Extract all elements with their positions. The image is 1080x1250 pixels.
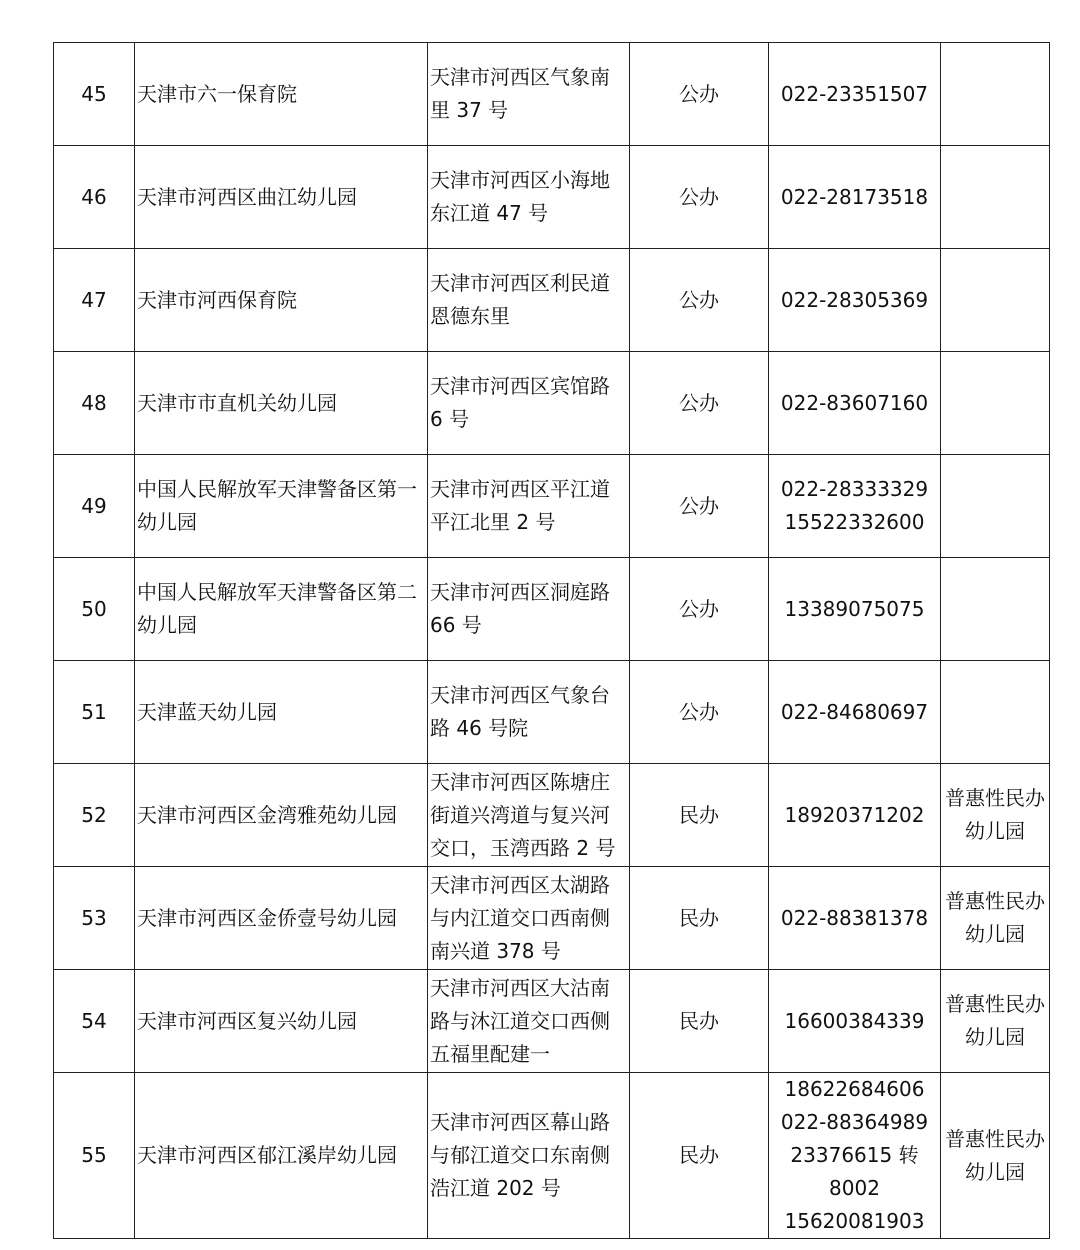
ownership-type: 公办 xyxy=(679,81,719,106)
row-number-cell xyxy=(54,43,135,146)
contact-phone: 18920371202 xyxy=(784,802,925,827)
row-number: 49 xyxy=(81,493,107,518)
ownership-type: 公办 xyxy=(679,184,719,209)
kindergarten-name: 中国人民解放军天津警备区第二幼儿园 xyxy=(137,580,417,637)
kindergarten-name-cell xyxy=(135,764,428,867)
table-row xyxy=(54,43,1050,146)
ownership-type-cell xyxy=(630,764,769,867)
table-row xyxy=(54,352,1050,455)
kindergarten-name: 天津市六一保育院 xyxy=(137,81,297,106)
ownership-type: 民办 xyxy=(679,802,719,827)
kindergarten-name-cell xyxy=(135,1073,428,1239)
ownership-type-cell xyxy=(630,970,769,1073)
table-row xyxy=(54,661,1050,764)
kindergarten-address: 天津市河西区太湖路与内江道交口西南侧南兴道 378 号 xyxy=(430,872,610,963)
table-row xyxy=(54,249,1050,352)
contact-phone: 16600384339 xyxy=(784,1008,925,1033)
row-number-cell xyxy=(54,1073,135,1239)
kindergarten-name: 天津市市直机关幼儿园 xyxy=(137,390,337,415)
kindergarten-address-cell xyxy=(428,764,630,867)
ownership-type-cell xyxy=(630,352,769,455)
kindergarten-address-cell xyxy=(428,661,630,764)
contact-phone-cell xyxy=(769,1073,941,1239)
contact-phone-cell xyxy=(769,352,941,455)
ownership-type: 公办 xyxy=(679,287,719,312)
kindergarten-address: 天津市河西区大沽南路与沐江道交口西侧五福里配建一 xyxy=(430,975,610,1066)
contact-phone-cell xyxy=(769,249,941,352)
ownership-type-cell xyxy=(630,249,769,352)
remark-cell xyxy=(941,146,1050,249)
ownership-type-cell xyxy=(630,43,769,146)
row-number-cell xyxy=(54,970,135,1073)
kindergarten-name: 天津市河西区金侨壹号幼儿园 xyxy=(137,905,397,930)
kindergarten-name: 天津市河西保育院 xyxy=(137,287,297,312)
kindergarten-address-cell xyxy=(428,455,630,558)
table-row xyxy=(54,1073,1050,1239)
kindergarten-name: 天津市河西区金湾雅苑幼儿园 xyxy=(137,802,397,827)
contact-phone: 022-83607160 xyxy=(780,390,929,415)
kindergarten-name-cell xyxy=(135,352,428,455)
remark: 普惠性民办幼儿园 xyxy=(945,889,1045,946)
ownership-type-cell xyxy=(630,455,769,558)
contact-phone-cell xyxy=(769,43,941,146)
remark-cell xyxy=(941,1073,1050,1239)
remark-cell xyxy=(941,43,1050,146)
table-row xyxy=(54,764,1050,867)
ownership-type-cell xyxy=(630,867,769,970)
table-row xyxy=(54,558,1050,661)
kindergarten-address-cell xyxy=(428,1073,630,1239)
kindergarten-name-cell xyxy=(135,970,428,1073)
contact-phone-cell xyxy=(769,764,941,867)
row-number: 48 xyxy=(81,390,107,415)
contact-phone: 13389075075 xyxy=(784,596,925,621)
kindergarten-address-cell xyxy=(428,352,630,455)
kindergarten-address-cell xyxy=(428,146,630,249)
kindergarten-name: 中国人民解放军天津警备区第一幼儿园 xyxy=(137,477,417,534)
kindergarten-name: 天津市河西区郁江溪岸幼儿园 xyxy=(137,1143,397,1167)
kindergarten-address-cell xyxy=(428,970,630,1073)
kindergarten-address: 天津市河西区平江道平江北里 2 号 xyxy=(430,477,610,534)
row-number: 46 xyxy=(81,184,107,209)
kindergarten-address: 天津市河西区小海地东江道 47 号 xyxy=(430,168,610,225)
kindergarten-address: 天津市河西区幕山路与郁江道交口东南侧浩江道 202 号 xyxy=(430,1110,610,1200)
ownership-type: 民办 xyxy=(679,905,719,930)
contact-phone-cell xyxy=(769,867,941,970)
contact-phone: 022-88381378 xyxy=(780,905,929,930)
contact-phone: 022-28173518 xyxy=(780,184,929,209)
row-number-cell xyxy=(54,558,135,661)
row-number: 53 xyxy=(81,905,107,930)
ownership-type: 民办 xyxy=(679,1008,719,1033)
kindergarten-address-cell xyxy=(428,43,630,146)
kindergarten-name-cell xyxy=(135,867,428,970)
row-number: 50 xyxy=(81,596,107,621)
ownership-type: 公办 xyxy=(679,596,719,621)
contact-phone-cell xyxy=(769,455,941,558)
table-row xyxy=(54,455,1050,558)
ownership-type: 民办 xyxy=(679,1143,719,1167)
kindergarten-name: 天津市河西区复兴幼儿园 xyxy=(137,1008,357,1033)
remark-cell xyxy=(941,352,1050,455)
kindergarten-name-cell xyxy=(135,661,428,764)
row-number-cell xyxy=(54,146,135,249)
ownership-type: 公办 xyxy=(679,493,719,518)
row-number-cell xyxy=(54,661,135,764)
contact-phone-cell xyxy=(769,661,941,764)
contact-phone-cell xyxy=(769,146,941,249)
row-number-cell xyxy=(54,867,135,970)
contact-phone: 022-28305369 xyxy=(780,287,929,312)
table-body xyxy=(54,43,1050,1239)
remark-cell xyxy=(941,764,1050,867)
kindergarten-address: 天津市河西区宾馆路 6 号 xyxy=(430,374,610,431)
kindergarten-table xyxy=(53,42,1050,1239)
ownership-type: 公办 xyxy=(679,390,719,415)
kindergarten-name: 天津市河西区曲江幼儿园 xyxy=(137,184,357,209)
contact-phone: 18622684606 022-88364989 23376615 转 8002 15620081903 xyxy=(780,1077,929,1233)
remark-cell xyxy=(941,867,1050,970)
table-row xyxy=(54,970,1050,1073)
row-number: 52 xyxy=(81,802,107,827)
remark-cell xyxy=(941,661,1050,764)
row-number: 47 xyxy=(81,287,107,312)
kindergarten-address-cell xyxy=(428,249,630,352)
contact-phone-cell xyxy=(769,970,941,1073)
kindergarten-name-cell xyxy=(135,249,428,352)
table-row xyxy=(54,146,1050,249)
remark-cell xyxy=(941,970,1050,1073)
remark: 普惠性民办幼儿园 xyxy=(945,786,1045,843)
remark-cell xyxy=(941,455,1050,558)
contact-phone: 022-84680697 xyxy=(780,699,929,724)
row-number: 51 xyxy=(81,699,107,724)
remark-cell xyxy=(941,249,1050,352)
row-number-cell xyxy=(54,455,135,558)
row-number: 55 xyxy=(81,1143,107,1167)
ownership-type-cell xyxy=(630,1073,769,1239)
row-number-cell xyxy=(54,352,135,455)
kindergarten-name-cell xyxy=(135,146,428,249)
kindergarten-address: 天津市河西区气象南里 37 号 xyxy=(430,65,610,122)
kindergarten-address: 天津市河西区洞庭路 66 号 xyxy=(430,580,610,637)
contact-phone-cell xyxy=(769,558,941,661)
ownership-type-cell xyxy=(630,661,769,764)
kindergarten-name-cell xyxy=(135,558,428,661)
ownership-type: 公办 xyxy=(679,699,719,724)
kindergarten-name-cell xyxy=(135,455,428,558)
ownership-type-cell xyxy=(630,146,769,249)
row-number: 45 xyxy=(81,81,107,106)
kindergarten-name: 天津蓝天幼儿园 xyxy=(137,699,277,724)
remark: 普惠性民办幼儿园 xyxy=(945,992,1045,1049)
remark: 普惠性民办幼儿园 xyxy=(945,1126,1045,1184)
remark-cell xyxy=(941,558,1050,661)
row-number-cell xyxy=(54,764,135,867)
kindergarten-address-cell xyxy=(428,558,630,661)
kindergarten-address: 天津市河西区陈塘庄街道兴湾道与复兴河交口，玉湾西路 2 号 xyxy=(430,769,616,860)
kindergarten-address: 天津市河西区利民道恩德东里 xyxy=(430,271,610,328)
row-number-cell xyxy=(54,249,135,352)
ownership-type-cell xyxy=(630,558,769,661)
kindergarten-address-cell xyxy=(428,867,630,970)
contact-phone: 022-28333329 15522332600 xyxy=(780,477,929,534)
contact-phone: 022-23351507 xyxy=(780,81,929,106)
kindergarten-name-cell xyxy=(135,43,428,146)
row-number: 54 xyxy=(81,1008,107,1033)
table-row xyxy=(54,867,1050,970)
kindergarten-address: 天津市河西区气象台路 46 号院 xyxy=(430,683,610,740)
